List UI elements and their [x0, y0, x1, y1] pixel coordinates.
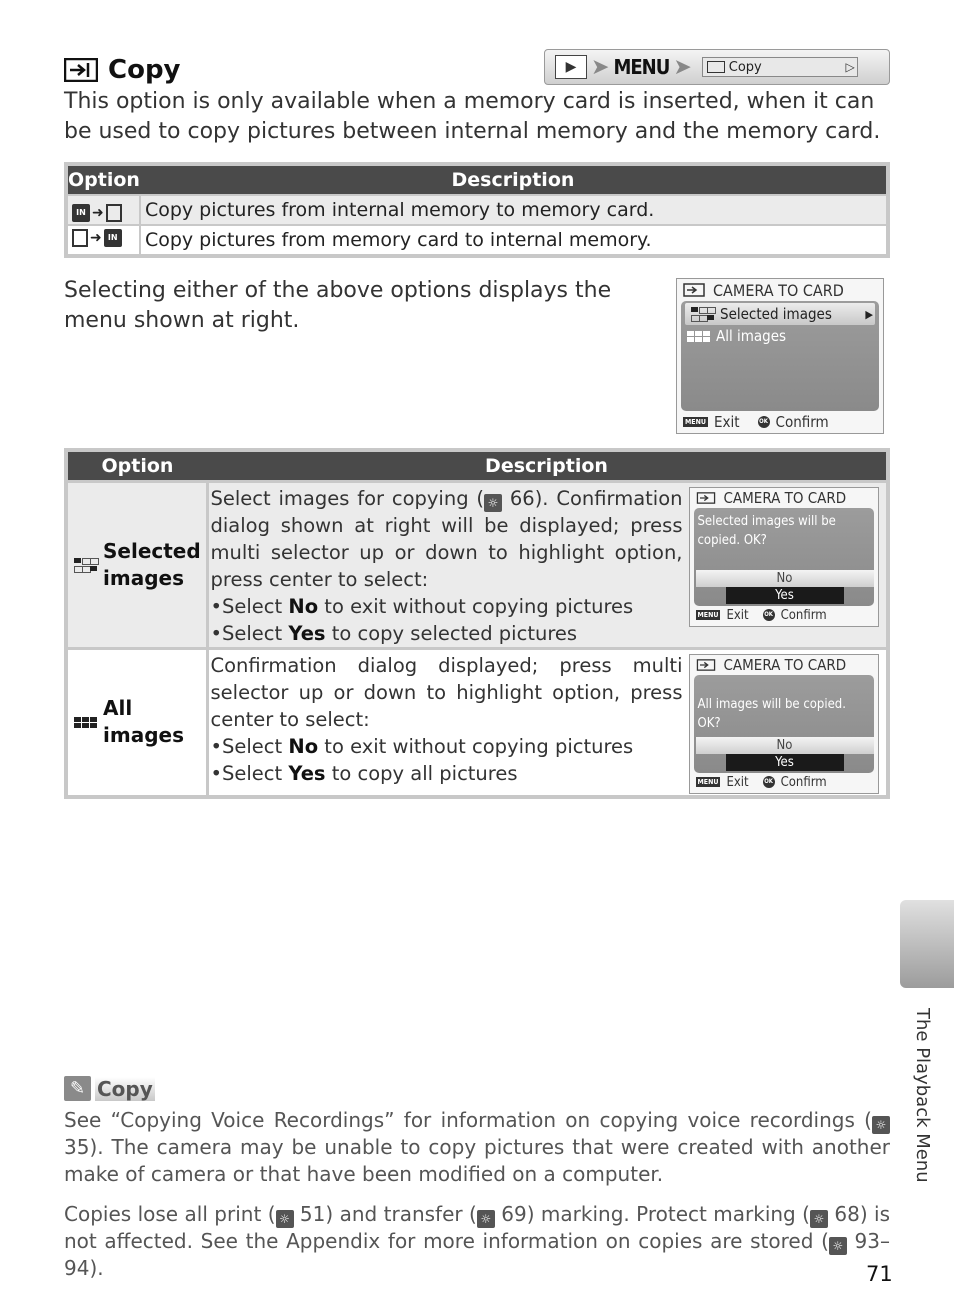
option-cell — [66, 195, 140, 225]
chevron-right-icon: ▶ — [865, 307, 873, 321]
exit-label: Exit — [713, 413, 740, 431]
breadcrumb-item-label: Copy — [728, 59, 762, 75]
confirm-label: Confirm — [780, 607, 827, 623]
menu-item-label: All images — [716, 327, 787, 345]
description-text: Confirmation dialog displayed; press multi selector up or down to highlight option, press center to select: — [210, 654, 683, 731]
dialog-message: All images will be copied. OK? — [697, 697, 846, 731]
option-cell — [66, 225, 140, 256]
intro-paragraph: This option is only available when a memory card is inserted, when it can be used to copy pictures between internal memory and the memory card. — [64, 89, 881, 144]
column-header: Description — [207, 450, 888, 482]
yes-option[interactable]: Yes — [726, 754, 844, 771]
page-reference-icon: ☼ — [829, 1237, 847, 1255]
option-name: images — [103, 723, 184, 748]
camera-menu-screen — [676, 278, 884, 434]
no-option[interactable]: No — [696, 737, 874, 754]
option-cell — [66, 649, 207, 797]
menu-button-icon: MENU — [697, 778, 719, 786]
copy-icon — [696, 659, 716, 671]
playback-icon: ▶ — [555, 55, 587, 79]
table-row — [66, 482, 888, 649]
page-title: Copy — [108, 55, 181, 85]
pencil-icon: ✎ — [64, 1076, 91, 1101]
description-cell — [207, 482, 888, 649]
table-row — [66, 195, 888, 225]
column-header: Description — [140, 164, 888, 195]
confirmation-dialog-screen — [689, 487, 879, 627]
description-text: Select images for copying ( — [210, 487, 485, 510]
menu-button-icon: MENU — [685, 418, 706, 426]
confirm-label: Confirm — [780, 774, 827, 790]
screen-header: CAMERA TO CARD — [723, 656, 847, 674]
note-header — [64, 1076, 155, 1101]
page-number: 71 — [866, 1262, 893, 1286]
ok-button-icon: OK — [763, 609, 775, 621]
bullet-item: •Select No to exit without copying pictures — [210, 595, 634, 618]
arrow-icon: ➤ — [673, 54, 692, 80]
menu-note: Selecting either of the above options displays the menu shown at right. — [64, 278, 612, 333]
note-title: Copy — [97, 1076, 153, 1101]
exit-label: Exit — [726, 607, 749, 623]
option-cell — [66, 482, 207, 649]
page-reference-icon: ☼ — [484, 494, 502, 512]
page-reference-icon: ☼ — [477, 1210, 495, 1228]
menu-label: MENU — [613, 55, 670, 79]
menu-item-selected-images[interactable] — [685, 303, 875, 325]
option-name: images — [103, 566, 184, 590]
option-name: Selected — [103, 539, 201, 563]
selected-images-icon — [691, 307, 714, 322]
screen-header: CAMERA TO CARD — [723, 489, 847, 507]
copy-icon — [64, 58, 98, 82]
section-label: The Playback Menu — [912, 1008, 933, 1183]
column-header: Option — [66, 450, 207, 482]
ok-button-icon: OK — [763, 776, 775, 788]
section-tab — [900, 900, 954, 988]
breadcrumb-item — [702, 57, 858, 77]
arrow-icon: ➤ — [591, 54, 610, 80]
chevron-right-icon: ▷ — [845, 60, 855, 74]
option-name: All — [103, 696, 133, 721]
internal-to-card-icon: IN ➜ — [72, 204, 122, 222]
copy-options-table — [64, 162, 890, 258]
exit-label: Exit — [726, 774, 749, 790]
card-to-internal-icon: ➜ IN — [72, 229, 122, 247]
no-option[interactable]: No — [696, 570, 874, 587]
all-images-icon — [687, 331, 710, 342]
bullet-item: •Select No to exit without copying pictures — [210, 735, 634, 758]
description-cell: Copy pictures from internal memory to memory card. — [140, 195, 888, 225]
note-paragraph: Copies lose all print ( ☼ 51) and transfer ( ☼ 69) marking. Protect marking ( ☼ 68) is not affected. See the Appendix for more information on copies are stored ( ☼ 93–94). — [64, 1202, 891, 1280]
column-header: Option — [66, 164, 140, 195]
copy-icon — [696, 492, 716, 504]
page-reference-icon: ☼ — [872, 1116, 890, 1134]
page-title-row — [64, 55, 181, 85]
description-text: ). Confirmation dialog shown at right will be displayed; press multi selector up or down to highlight option, press center to select: — [210, 487, 683, 591]
screen-header: CAMERA TO CARD — [713, 280, 844, 300]
menu-item-label: Selected images — [720, 305, 832, 323]
table-row — [66, 649, 888, 797]
ok-button-icon: OK — [758, 416, 770, 428]
page-reference-icon: ☼ — [276, 1210, 294, 1228]
description-cell — [207, 649, 888, 797]
confirm-label: Confirm — [775, 413, 829, 431]
page-reference-icon: ☼ — [810, 1210, 828, 1228]
yes-option[interactable]: Yes — [726, 587, 844, 604]
bullet-item: •Select Yes to copy selected pictures — [210, 622, 578, 645]
table-row — [66, 225, 888, 256]
page-reference: 66 — [509, 487, 535, 510]
all-images-icon — [74, 717, 97, 728]
copy-icon — [707, 61, 725, 73]
dialog-message: Selected images will be copied. OK? — [697, 514, 836, 548]
bullet-item: •Select Yes to copy all pictures — [210, 762, 518, 785]
menu-button-icon: MENU — [697, 611, 719, 619]
menu-path-breadcrumb — [544, 49, 890, 85]
menu-item-all-images[interactable] — [681, 325, 879, 347]
note-paragraph: See “Copying Voice Recordings” for information on copying voice recordings ( ☼ 35). The camera may be unable to copy pictures that were created with another make of camera or that have been modified on a computer. — [64, 1108, 890, 1186]
selection-options-table — [64, 448, 890, 799]
selected-images-icon — [74, 558, 97, 573]
description-cell: Copy pictures from memory card to internal memory. — [140, 225, 888, 256]
confirmation-dialog-screen — [689, 654, 879, 794]
copy-icon — [683, 283, 705, 297]
